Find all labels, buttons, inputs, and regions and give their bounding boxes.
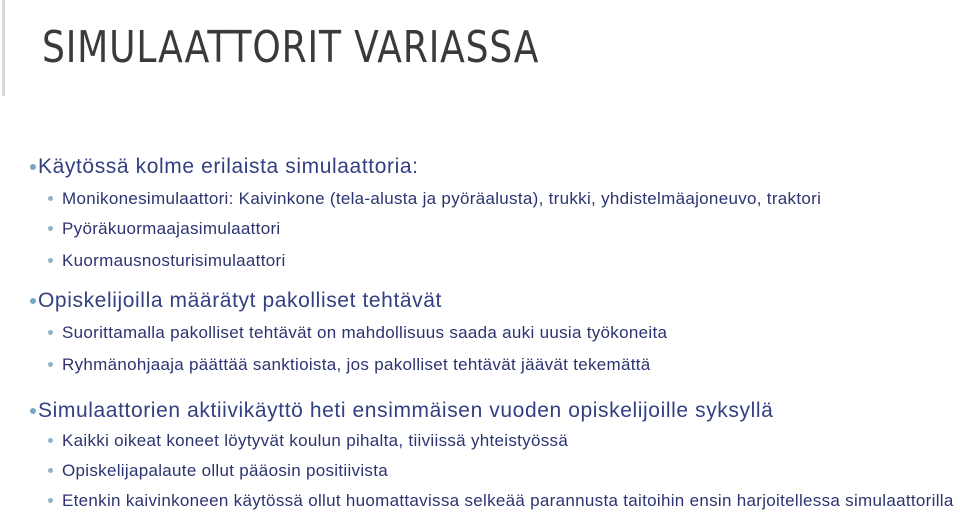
bullet-item-text: Monikonesimulaattori: Kaivinkone (tela-alusta ja pyöräalusta), trukki, yhdistelmäajoneuvo, traktori <box>62 189 822 208</box>
bullet-dot-icon <box>48 330 53 335</box>
bullet-item <box>48 322 960 344</box>
bullet-dot-icon <box>48 468 53 473</box>
bullet-heading-text: Simulaattorien aktiivikäyttö heti ensimmäisen vuoden opiskelijoille syksyllä <box>38 399 774 422</box>
bullet-dot-icon <box>48 258 53 263</box>
bullet-dot-icon <box>48 498 53 503</box>
bullet-item <box>48 490 960 512</box>
bullet-dot-icon <box>48 438 53 443</box>
bullet-item-text: Etenkin kaivinkoneen käytössä ollut huomattavissa selkeää parannusta taitoihin ensin harjoitellessa simulaattorilla <box>62 491 954 510</box>
bullet-item <box>48 218 960 240</box>
bullet-heading-simulators <box>30 154 419 180</box>
bullet-heading-text: Käytössä kolme erilaista simulaattoria: <box>38 155 419 178</box>
bullet-dot-icon <box>48 196 53 201</box>
bullet-item <box>48 354 960 376</box>
bullet-dot-icon <box>30 298 36 304</box>
bullet-item <box>48 460 960 482</box>
bullet-item-text: Pyöräkuormaajasimulaattori <box>62 219 281 238</box>
bullet-item-text: Kuormausnosturisimulaattori <box>62 251 286 270</box>
bullet-item <box>48 188 960 210</box>
bullet-dot-icon <box>48 362 53 367</box>
bullet-item-text: Suorittamalla pakolliset tehtävät on mahdollisuus saada auki uusia työkoneita <box>62 323 668 342</box>
bullet-heading-tasks <box>30 288 442 314</box>
title-accent-bar <box>2 0 5 96</box>
bullet-dot-icon <box>30 164 36 170</box>
bullet-dot-icon <box>30 408 36 414</box>
bullet-heading-text: Opiskelijoilla määrätyt pakolliset tehtävät <box>38 289 442 312</box>
bullet-dot-icon <box>48 226 53 231</box>
bullet-heading-active-use <box>30 398 773 424</box>
bullet-item <box>48 430 960 452</box>
bullet-item <box>48 250 960 272</box>
bullet-item-text: Kaikki oikeat koneet löytyvät koulun pihalta, tiiviissä yhteistyössä <box>62 431 569 450</box>
slide-title: SIMULAATTORIT VARIASSA <box>42 22 540 73</box>
bullet-item-text: Ryhmänohjaaja päättää sanktioista, jos pakolliset tehtävät jäävät tekemättä <box>62 355 651 374</box>
bullet-item-text: Opiskelijapalaute ollut pääosin positiivista <box>62 461 388 480</box>
